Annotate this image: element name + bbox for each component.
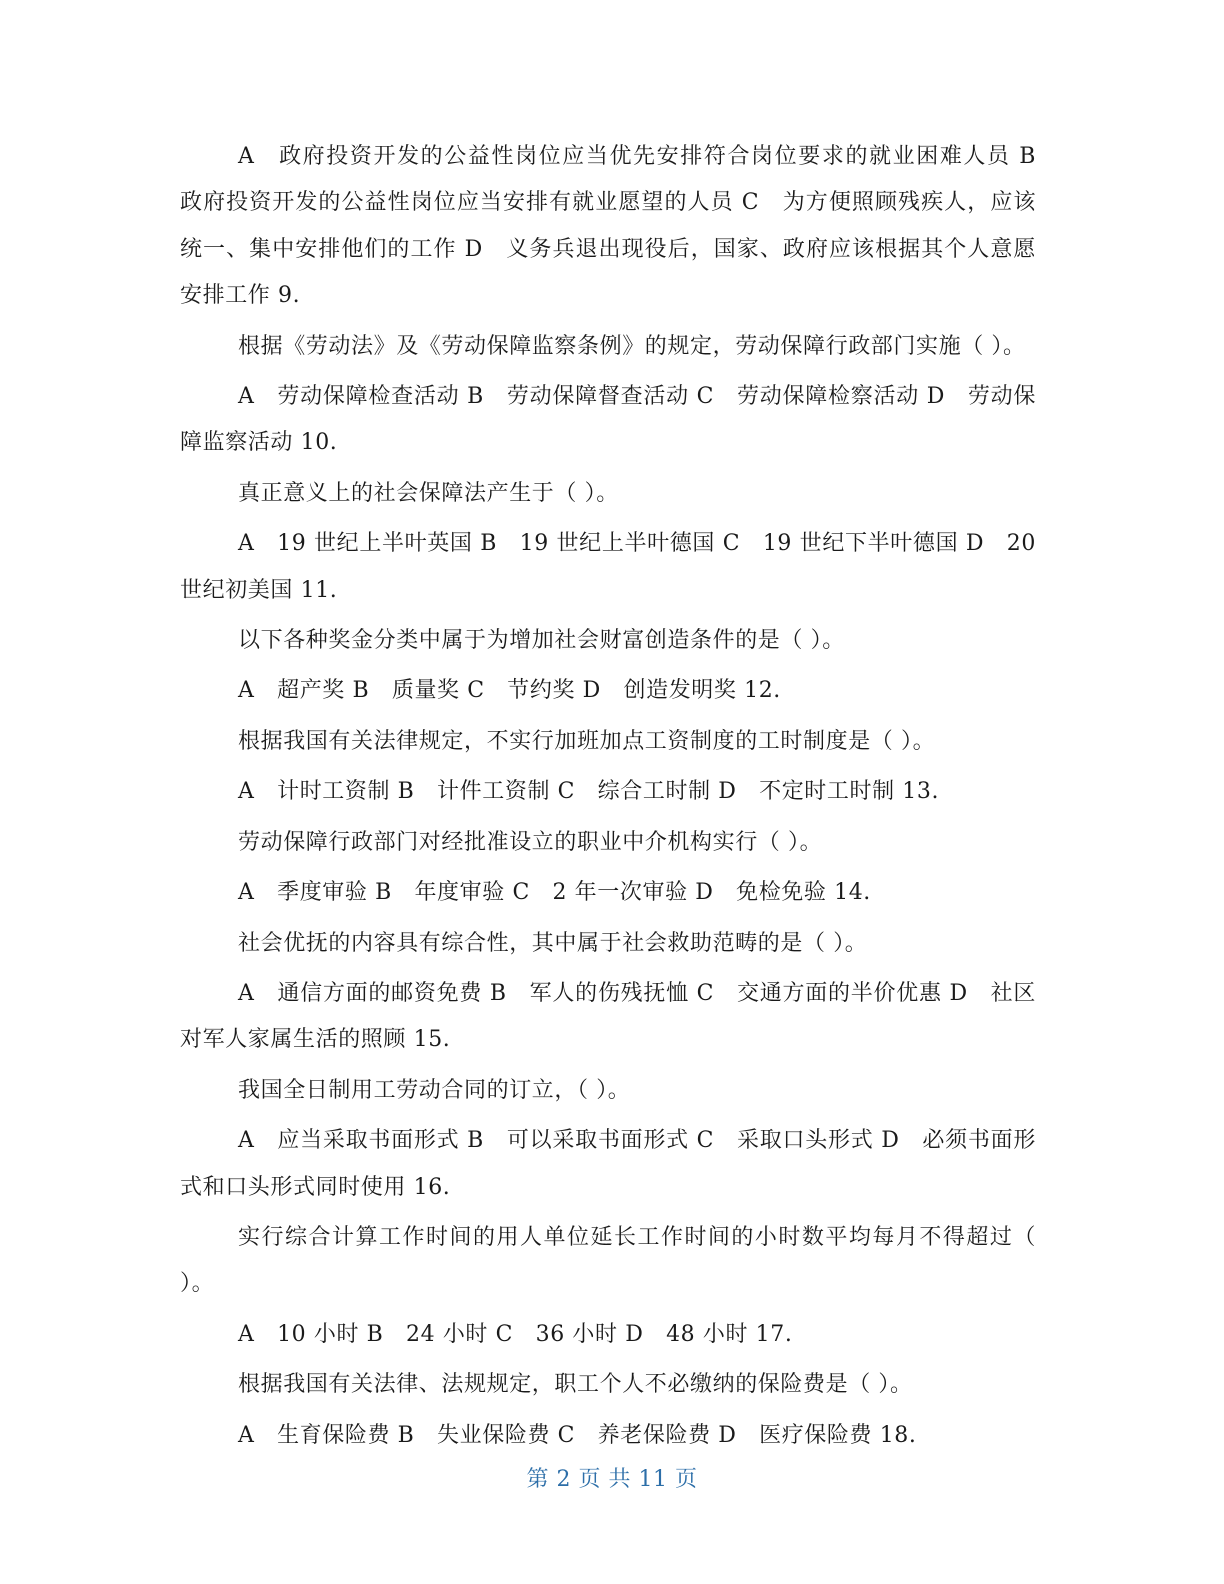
paragraph: 根据我国有关法律、法规规定，职工个人不必缴纳的保险费是（ ）。	[238, 1372, 913, 1398]
paragraph: A 计时工资制 B 计件工资制 C 综合工时制 D 不定时工时制 13.	[238, 779, 940, 805]
paragraph: 真正意义上的社会保障法产生于（ ）。	[238, 480, 619, 506]
paragraph: A 劳动保障检查活动 B 劳动保障督查活动 C 劳动保障检察活动 D 劳动保障监察活动 10.	[180, 384, 1036, 456]
paragraph: A 10 小时 B 24 小时 C 36 小时 D 48 小时 17.	[238, 1321, 793, 1347]
paragraph: 实行综合计算工作时间的用人单位延长工作时间的小时数平均每月不得超过（ ）。	[180, 1224, 1036, 1297]
paragraph: 以下各种奖金分类中属于为增加社会财富创造条件的是（ ）。	[238, 628, 845, 654]
paragraph: A 应当采取书面形式 B 可以采取书面形式 C 采取口头形式 D 必须书面形式和口头形式同时使用 16.	[180, 1128, 1036, 1200]
paragraph: 根据我国有关法律规定，不实行加班加点工资制度的工时制度是（ ）。	[238, 728, 936, 754]
paragraph: A 通信方面的邮资免费 B 军人的伤残抚恤 C 交通方面的半价优惠 D 社区对军人家属生活的照顾 15.	[180, 980, 1036, 1053]
paragraph: A 超产奖 B 质量奖 C 节约奖 D 创造发明奖 12.	[238, 678, 781, 704]
paragraph: A 19 世纪上半叶英国 B 19 世纪上半叶德国 C 19 世纪下半叶德国 D 20 世纪初美国 11.	[180, 531, 1036, 603]
paragraph: A 生育保险费 B 失业保险费 C 养老保险费 D 医疗保险费 18.	[238, 1422, 917, 1448]
document-body	[180, 134, 1059, 1463]
paragraph: 社会优抚的内容具有综合性，其中属于社会救助范畴的是（ ）。	[238, 930, 868, 956]
page-footer: 第 2 页 共 11 页	[526, 1467, 698, 1492]
paragraph: 根据《劳动法》及《劳动保障监察条例》的规定，劳动保障行政部门实施（ ）。	[238, 333, 1026, 359]
paragraph: 劳动保障行政部门对经批准设立的职业中介机构实行（ ）。	[238, 829, 823, 855]
paragraph: 我国全日制用工劳动合同的订立，（ ）。	[238, 1077, 631, 1103]
paragraph: A 政府投资开发的公益性岗位应当优先安排符合岗位要求的就业困难人员 B 政府投资开发的公益性岗位应当安排有就业愿望的人员 C 为方便照顾残疾人，应该统一、集中安排他们的工作 D 义务兵退出现役后，国家、政府应该根据其个人意愿安排工作 9.	[180, 144, 1059, 309]
paragraph: A 季度审验 B 年度审验 C 2 年一次审验 D 免检免验 14.	[238, 880, 871, 906]
